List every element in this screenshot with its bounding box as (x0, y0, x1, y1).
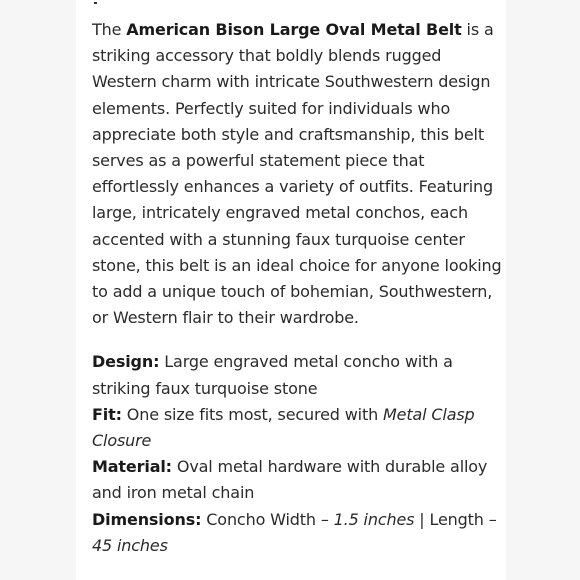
product-name: American Bison Large Oval Metal Belt (126, 20, 462, 39)
spec-dimensions-length: 45 inches (92, 535, 168, 555)
intro-prefix: The (92, 20, 127, 39)
spec-fit-value: One size fits most, secured with (121, 404, 384, 424)
spec-material-value: Oval metal hardware with durable alloy and iron metal chain (92, 457, 488, 503)
spec-design (92, 349, 502, 401)
spec-dimensions-width-label: Concho Width – (201, 509, 334, 529)
spec-dimensions-width: 1.5 inches (333, 509, 415, 529)
spec-fit (92, 402, 502, 454)
edge-mark (94, 2, 97, 4)
spec-design-label: Design: (92, 352, 160, 372)
spec-material (92, 454, 502, 506)
description-panel (76, 0, 506, 580)
intro-text: is a striking accessory that boldly blends rugged Western charm with intricate Southwestern design elements. Perfectly suited for individuals who appreciate both style and craftsmanship, this belt serves as a powerful statement piece that effortlessly enhances a variety of outfits. Featuring large, intricately engraved metal conchos, each accented with a stunning faux turquoise center stone, this belt is an ideal choice for anyone looking to add a unique touch of bohemian, Southwestern, or Western flair to their wardrobe. (92, 20, 502, 328)
product-description (92, 17, 502, 559)
spec-design-value: Large engraved metal concho with a striking faux turquoise stone (92, 352, 453, 398)
spec-fit-label: Fit: (92, 404, 122, 424)
spec-dimensions-length-label: | Length – (414, 509, 497, 529)
spec-fit-closure: Metal Clasp Closure (92, 404, 475, 451)
spec-material-label: Material: (92, 457, 172, 477)
intro-paragraph (92, 17, 502, 331)
spec-dimensions-label: Dimensions: (92, 509, 202, 529)
spec-dimensions (92, 507, 502, 559)
